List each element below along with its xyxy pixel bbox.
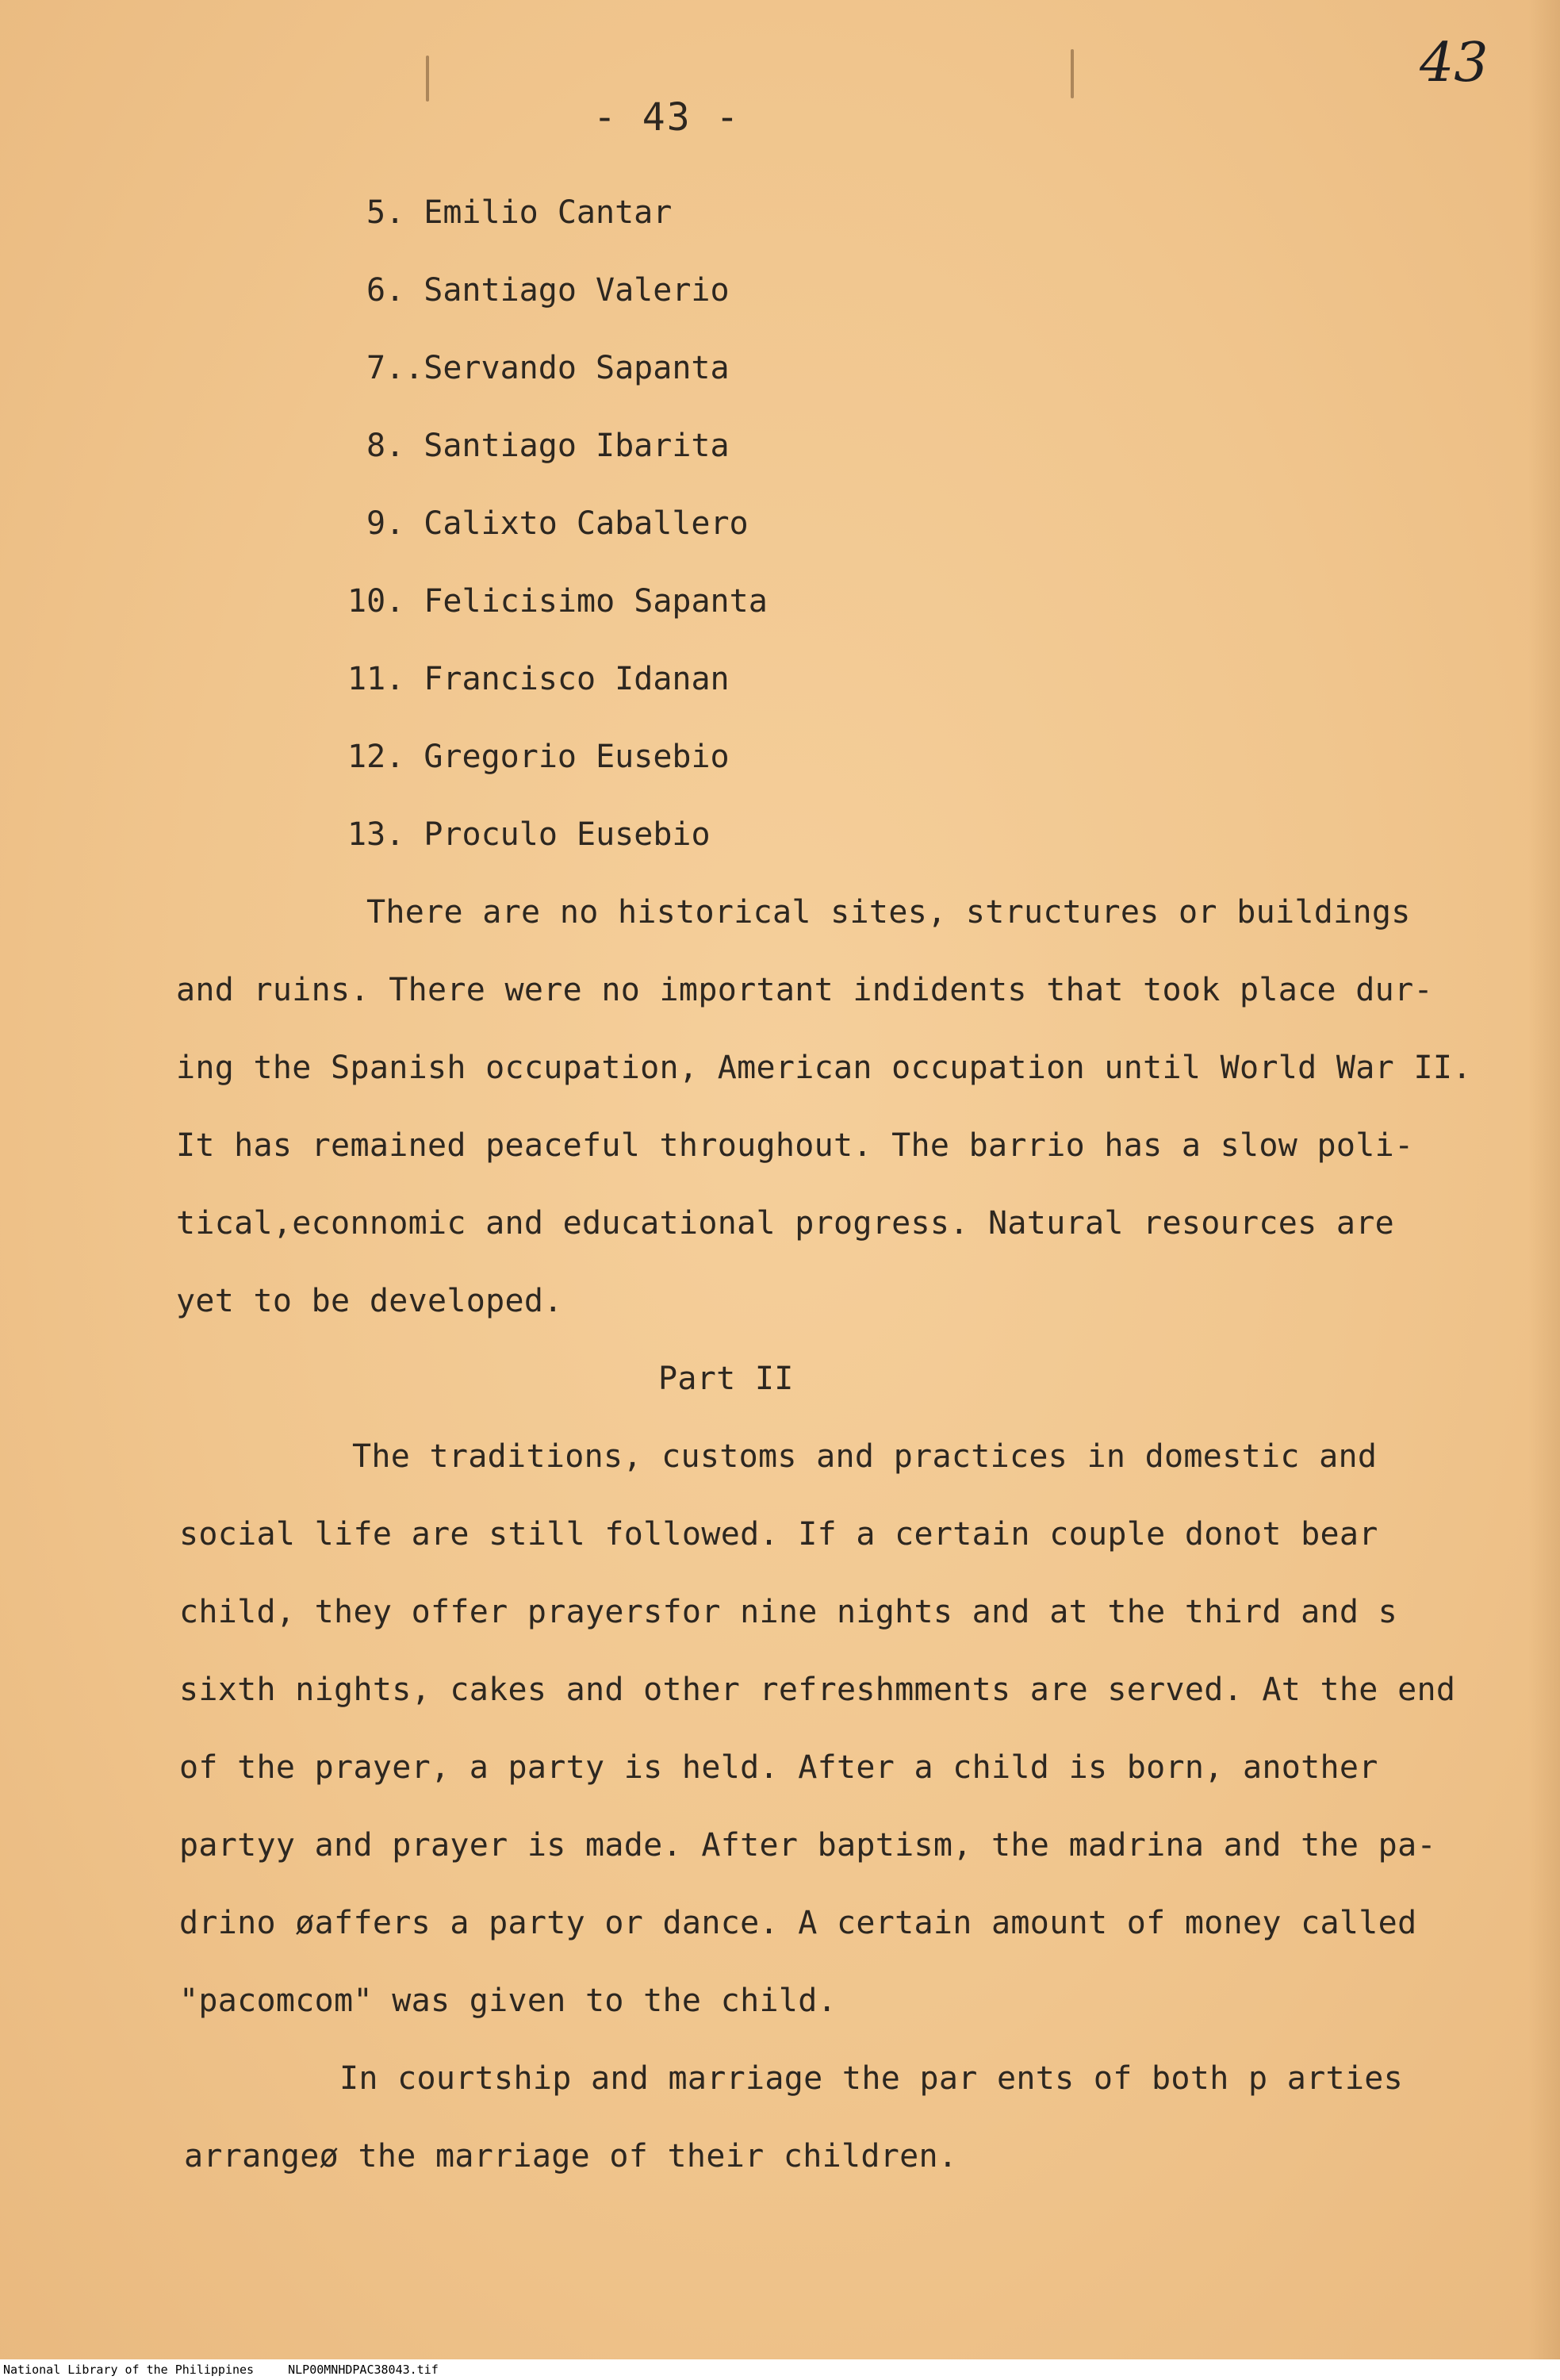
list-item: 7..Servando Sapanta: [366, 350, 730, 386]
list-item: 10. Felicisimo Sapanta: [347, 583, 768, 620]
paragraph-line: There are no historical sites, structures or buildings: [366, 894, 1411, 931]
staple-mark-left: [426, 56, 429, 102]
paragraph-line: social life are still followed. If a certain couple donot bear: [179, 1516, 1378, 1553]
paragraph-line: ing the Spanish occupation, American occupation until World War II.: [176, 1050, 1472, 1086]
page-number: - 43 -: [593, 95, 741, 140]
scan-footer: [0, 2359, 1560, 2380]
list-item: 13. Proculo Eusebio: [347, 816, 711, 853]
handwritten-page-mark: 43: [1420, 32, 1489, 94]
paragraph-line: "pacomcom" was given to the child.: [179, 1983, 837, 2019]
paragraph-line: The traditions, customs and practices in domestic and: [352, 1438, 1378, 1475]
paragraph-line: It has remained peaceful throughout. The barrio has a slow poli-: [176, 1127, 1414, 1164]
list-item: 5. Emilio Cantar: [366, 194, 673, 231]
section-heading: Part II: [658, 1361, 794, 1397]
list-item: 8. Santiago Ibarita: [366, 428, 730, 464]
paragraph-line: In courtship and marriage the par ents of both p arties: [339, 2060, 1404, 2097]
list-item: 9. Calixto Caballero: [366, 505, 749, 542]
staple-mark-right: [1071, 49, 1074, 98]
paragraph-line: of the prayer, a party is held. After a child is born, another: [179, 1749, 1378, 1786]
list-item: 12. Gregorio Eusebio: [347, 739, 730, 775]
list-item: 11. Francisco Idanan: [347, 661, 730, 697]
paragraph-line: tical,econnomic and educational progress. Natural resources are: [176, 1205, 1395, 1242]
paragraph-line: yet to be developed.: [176, 1283, 563, 1319]
scan-filename: NLP00MNHDPAC38043.tif: [288, 2363, 439, 2377]
paragraph-line: sixth nights, cakes and other refreshmments are served. At the end: [179, 1672, 1456, 1708]
paragraph-line: arrangeø the marriage of their children.: [184, 2138, 958, 2175]
paragraph-line: drino øaffers a party or dance. A certain amount of money called: [179, 1905, 1417, 1941]
paragraph-line: partyy and prayer is made. After baptism, the madrina and the pa-: [179, 1827, 1436, 1864]
paragraph-line: child, they offer prayersfor nine nights and at the third and s: [179, 1594, 1398, 1630]
list-item: 6. Santiago Valerio: [366, 272, 730, 309]
page-edge-shadow: [1528, 0, 1560, 2380]
paragraph-line: and ruins. There were no important indidents that took place dur-: [176, 972, 1433, 1008]
library-credit: National Library of the Philippines: [3, 2363, 255, 2377]
